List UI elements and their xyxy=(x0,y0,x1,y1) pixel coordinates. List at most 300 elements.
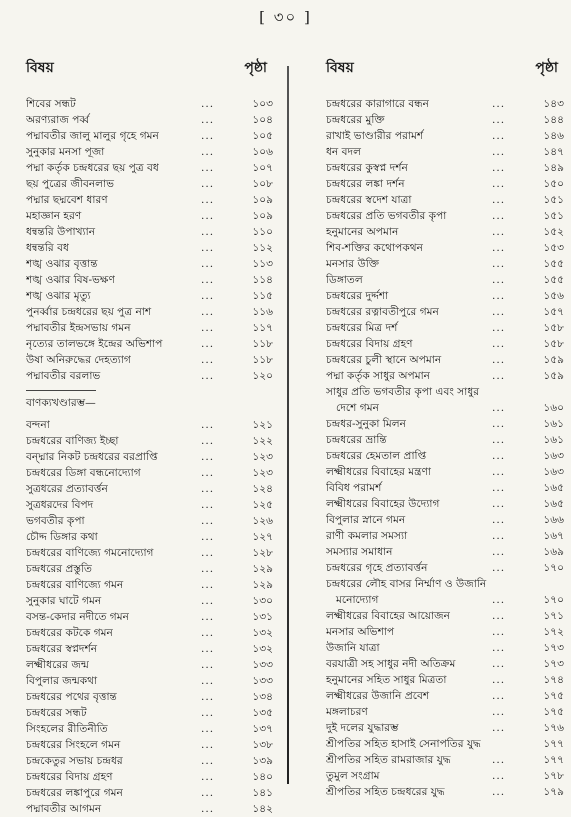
toc-entry-title: চন্দ্রধরের বিদায় গ্রহণ xyxy=(26,771,113,783)
toc-entry xyxy=(26,336,273,352)
subject-heading: বিষয় xyxy=(26,60,54,76)
right-column-header xyxy=(326,58,564,80)
toc-entry-leader: ... xyxy=(492,514,506,526)
toc-entry-leader: ... xyxy=(492,450,506,462)
toc-entry-title: উজানি যাত্রা xyxy=(326,642,380,654)
toc-entry-leader: ... xyxy=(492,626,506,638)
toc-entry xyxy=(326,560,564,576)
toc-entry-page: ১৭৩ xyxy=(543,658,564,670)
toc-entry xyxy=(26,144,273,160)
toc-entry-title: ধন্বন্তরি বধ xyxy=(26,242,69,254)
toc-entry-leader: ... xyxy=(492,434,506,446)
toc-entry xyxy=(326,400,564,416)
toc-entry xyxy=(326,448,564,464)
toc-entry xyxy=(326,304,564,320)
toc-entry-title: বন্দ্মার নিকট চন্দ্রধরের বরপ্রাপ্তি xyxy=(26,451,158,463)
toc-entry xyxy=(326,320,564,336)
toc-entry-title: বরযাত্রী সহ সাধুর নদী অতিক্রম xyxy=(326,658,456,670)
toc-entry-page: ১০৪ xyxy=(252,114,273,126)
toc-entry xyxy=(326,112,564,128)
toc-entry-title: বিবিধ পরামর্শ xyxy=(326,482,382,494)
toc-entry-leader: ... xyxy=(201,691,215,703)
toc-entry-page: ১৩৭ xyxy=(252,723,273,735)
toc-entry xyxy=(326,688,564,704)
toc-entry xyxy=(26,304,273,320)
toc-entry xyxy=(326,768,564,784)
toc-entry xyxy=(326,432,564,448)
toc-entry xyxy=(26,657,273,673)
toc-entry-page: ১৬১ xyxy=(543,434,564,446)
toc-entry-page: ১০৯ xyxy=(252,194,273,206)
toc-entry-title: চন্দ্রধরের কটকে গমন xyxy=(26,627,113,639)
toc-entry-title: মনোদ্যোগ xyxy=(336,594,379,606)
toc-entry-page: ১২১ xyxy=(252,419,273,431)
toc-entry xyxy=(326,224,564,240)
toc-entry-title: শিবের সন্ধট xyxy=(26,98,76,110)
toc-entry xyxy=(326,480,564,496)
toc-entry-title: চন্দ্রকেতুর সভায় চন্দ্রধর xyxy=(26,755,123,767)
toc-entry xyxy=(26,705,273,721)
toc-entry-leader: ... xyxy=(201,242,215,254)
toc-entry-leader: ... xyxy=(492,258,506,270)
toc-entry-leader: ... xyxy=(201,563,215,575)
toc-entry-page: ১৩০ xyxy=(252,595,273,607)
toc-entry-title: সুনুকার ঘাটে গমন xyxy=(26,595,102,607)
toc-entry-page: ১৪৬ xyxy=(543,130,564,142)
page-heading: পৃষ্ঠা xyxy=(244,60,267,76)
toc-entry-leader: ... xyxy=(492,242,506,254)
toc-entry-page: ১১৭ xyxy=(252,322,273,334)
toc-entry-leader: ... xyxy=(201,435,215,447)
toc-entry-leader: ... xyxy=(492,498,506,510)
toc-entry-title: চন্দ্রধরের বাণিজ্যে গমন xyxy=(26,579,124,591)
toc-entry-leader: ... xyxy=(201,723,215,735)
toc-entry-page: ১০৭ xyxy=(252,162,273,174)
toc-entry-title: বন্দনা xyxy=(26,419,50,431)
toc-entry-page: ১১৩ xyxy=(252,258,273,270)
toc-entry-leader: ... xyxy=(201,803,215,815)
toc-entry-leader: ... xyxy=(201,739,215,751)
toc-entry-title: লক্ষ্মীধরের জন্ম xyxy=(26,659,89,671)
toc-entry-page: ১৩৮ xyxy=(252,739,273,751)
toc-entry-page: ১৭৩ xyxy=(543,642,564,654)
toc-entry xyxy=(26,160,273,176)
toc-entry xyxy=(326,288,564,304)
toc-entry-leader: ... xyxy=(201,595,215,607)
toc-entry xyxy=(26,545,273,561)
toc-entry xyxy=(326,240,564,256)
left-column xyxy=(26,58,273,817)
toc-entry-title: পুনর্ব্বার চন্দ্রধরের ছয় পুত্র নাশ xyxy=(26,306,152,318)
toc-entry xyxy=(26,465,273,481)
toc-entry-leader: ... xyxy=(492,274,506,286)
toc-entry-page: ১১৫ xyxy=(252,290,273,302)
toc-entry-title: মঙ্গলাচরণ xyxy=(326,706,368,718)
toc-entry xyxy=(26,689,273,705)
toc-entry xyxy=(26,176,273,192)
toc-entry-page: ১৬৬ xyxy=(543,514,564,526)
toc-entry-leader: ... xyxy=(492,418,506,430)
toc-entry-page: ১৬৫ xyxy=(543,498,564,510)
toc-entry-title: চন্দ্রধরের ভ্রান্তি xyxy=(326,434,387,446)
toc-entry-leader: ... xyxy=(492,466,506,478)
toc-entry-leader: ... xyxy=(201,258,215,270)
toc-entry xyxy=(326,592,564,608)
toc-entry-title: পদ্মাবতীর আগমন xyxy=(26,803,102,815)
toc-entry xyxy=(26,721,273,737)
toc-entry-page: ১২৯ xyxy=(252,563,273,575)
toc-entry-leader: ... xyxy=(492,610,506,622)
toc-entry xyxy=(326,336,564,352)
toc-list xyxy=(326,96,564,800)
toc-entry-page: ১৫০ xyxy=(543,178,564,190)
toc-entry-page: ১৩৫ xyxy=(252,707,273,719)
toc-entry-page: ১২৬ xyxy=(252,515,273,527)
toc-entry-page: ১৭৬ xyxy=(543,722,564,734)
toc-entry-leader: ... xyxy=(492,354,506,366)
toc-entry-leader: ... xyxy=(201,659,215,671)
toc-entry xyxy=(326,256,564,272)
toc-entry-page: ১২৩ xyxy=(252,451,273,463)
toc-entry-leader: ... xyxy=(492,162,506,174)
toc-entry-page: ১৫৯ xyxy=(543,354,564,366)
toc-entry xyxy=(326,624,564,640)
toc-entry xyxy=(326,208,564,224)
toc-entry-page: ১৫৮ xyxy=(543,322,564,334)
toc-entry-leader: ... xyxy=(492,370,506,382)
toc-entry-leader: ... xyxy=(492,322,506,334)
toc-entry-title: মনসার উক্তি xyxy=(326,258,380,270)
toc-entry xyxy=(26,128,273,144)
toc-entry-title: চন্দ্রধরের হেমতাল প্রাপ্তি xyxy=(326,450,427,462)
toc-entry-title: শঙ্খ ওঝার বিষ-ভক্ষণ xyxy=(26,274,115,286)
toc-entry-page: ১৭৫ xyxy=(543,690,564,702)
toc-entry xyxy=(326,656,564,672)
toc-entry-page: ১০৮ xyxy=(252,178,273,190)
toc-entry-leader: ... xyxy=(492,546,506,558)
toc-entry-title: চন্দ্রধরের বাণিজ্যে গমনোদ্যোগ xyxy=(26,547,154,559)
toc-entry-leader: ... xyxy=(201,467,215,479)
toc-entry-page: ১৪৪ xyxy=(543,114,564,126)
toc-entry-page: ১৫৫ xyxy=(543,258,564,270)
toc-entry xyxy=(26,288,273,304)
toc-entry-page: ১২০ xyxy=(252,370,273,382)
toc-entry-title: মহাজ্ঞান হরণ xyxy=(26,210,82,222)
toc-entry xyxy=(26,224,273,240)
toc-entry xyxy=(26,593,273,609)
toc-entry xyxy=(326,752,564,768)
toc-entry-title: অরণ্যরাজ পর্ব্ব xyxy=(26,114,90,126)
toc-entry-title: পদ্মা কর্তৃক চন্দ্রধরের ছয় পুত্র বধ xyxy=(26,162,159,174)
toc-entry-leader: ... xyxy=(201,611,215,623)
toc-entry-title: চন্দ্রধরের সন্ধট xyxy=(26,707,87,719)
toc-entry-title: হনুমানের অপমান xyxy=(326,226,399,238)
toc-entry xyxy=(326,608,564,624)
left-column-header xyxy=(26,58,273,80)
toc-entry-title: সাধুর প্রতি ভগবতীর কৃপা এবং সাধুর xyxy=(326,386,480,398)
toc-entry-page: ১৬৫ xyxy=(543,482,564,494)
toc-entry xyxy=(26,272,273,288)
toc-entry-page: ১৪১ xyxy=(252,787,273,799)
toc-entry-title: বিপুলার জন্মকথা xyxy=(26,675,98,687)
toc-entry-leader: ... xyxy=(492,482,506,494)
toc-entry-leader: ... xyxy=(492,706,506,718)
toc-entry-page: ১০৬ xyxy=(252,146,273,158)
toc-entry-leader: ... xyxy=(492,594,506,606)
toc-entry xyxy=(326,704,564,720)
toc-entry-page: ১১৬ xyxy=(252,306,273,318)
toc-entry xyxy=(326,416,564,432)
toc-entry-leader: ... xyxy=(201,370,215,382)
toc-entry-title: শ্রীপতির সহিত চন্দ্রধরের যুদ্ধ xyxy=(326,786,445,798)
toc-entry-title: চন্দ্রধরের পথের বৃত্তান্ত xyxy=(26,691,117,703)
column-divider xyxy=(287,66,289,784)
toc-entry-page: ১৬০ xyxy=(543,402,564,414)
toc-entry-title: চন্দ্রধরের কারাগারে বন্ধন xyxy=(326,98,429,110)
toc-entry xyxy=(326,576,564,592)
toc-entry-leader: ... xyxy=(201,755,215,767)
toc-entry-title: ডিঙ্গাতল xyxy=(326,274,363,286)
toc-entry-title: চন্দ্রধর-সুনুকা মিলন xyxy=(326,418,406,430)
toc-entry-leader: ... xyxy=(201,354,215,366)
toc-entry-page: ১৪০ xyxy=(252,771,273,783)
toc-entry-title: নৃত্যের তালভঙ্গে ইন্দ্রের অভিশাপ xyxy=(26,338,163,350)
toc-entry-page: ১৩৩ xyxy=(252,675,273,687)
toc-entry xyxy=(26,112,273,128)
toc-entry-page: ১৭৯ xyxy=(543,786,564,798)
toc-entry-page: ১০৯ xyxy=(252,210,273,222)
toc-entry xyxy=(326,272,564,288)
toc-entry-page: ১৩২ xyxy=(252,627,273,639)
toc-entry-title: চন্দ্রধরের স্বদেশ যাত্রা xyxy=(326,194,412,206)
toc-entry-leader: ... xyxy=(492,178,506,190)
toc-entry xyxy=(26,737,273,753)
toc-entry-page: ১২৫ xyxy=(252,499,273,511)
toc-entry-leader: ... xyxy=(201,707,215,719)
page-number: [ ৩০ ] xyxy=(259,8,312,26)
toc-entry-leader: ... xyxy=(492,306,506,318)
toc-entry-title: ধন্বন্তরি উপাখ্যান xyxy=(26,226,96,238)
toc-entry-title: চন্দ্রধরের কুস্বপ্ন দর্শন xyxy=(326,162,408,174)
toc-entry xyxy=(326,192,564,208)
toc-entry xyxy=(26,769,273,785)
toc-entry-title: দেশে গমন xyxy=(336,402,379,414)
toc-entry xyxy=(26,497,273,513)
toc-entry-page: ১০৩ xyxy=(252,98,273,110)
toc-entry-page: ১৭০ xyxy=(543,594,564,606)
toc-entry-title: শ্রীপতির সহিত হাসাই সেনাপতির যুদ্ধ xyxy=(326,738,481,750)
toc-entry-leader: ... xyxy=(492,530,506,542)
toc-entry-page: ১৭৭ xyxy=(543,738,564,750)
toc-entry-title: শ্রীপতির সহিত রামরাজার যুদ্ধ xyxy=(326,754,451,766)
toc-entry-leader: ... xyxy=(201,274,215,286)
toc-entry xyxy=(326,176,564,192)
toc-entry-page: ১২৯ xyxy=(252,579,273,591)
toc-entry-title: সুনুকার মনসা পূজা xyxy=(26,146,105,158)
toc-entry-page: ১৭৭ xyxy=(543,754,564,766)
toc-list xyxy=(26,417,273,817)
toc-entry-page: ১৫১ xyxy=(543,194,564,206)
toc-entry-page: ১০৫ xyxy=(252,130,273,142)
toc-entry-leader: ... xyxy=(492,194,506,206)
toc-entry-leader: ... xyxy=(492,674,506,686)
toc-entry xyxy=(26,753,273,769)
toc-entry-leader: ... xyxy=(201,306,215,318)
toc-entry-leader: ... xyxy=(492,770,506,782)
toc-entry-leader: ... xyxy=(201,515,215,527)
toc-entry-leader: ... xyxy=(201,483,215,495)
toc-entry xyxy=(326,512,564,528)
toc-entry-page: ১৫১ xyxy=(543,210,564,222)
toc-entry-leader: ... xyxy=(492,690,506,702)
toc-entry xyxy=(326,720,564,736)
toc-entry-title: লক্ষ্মীধরের বিবাহের উদ্যোগ xyxy=(326,498,440,510)
toc-entry-title: চন্দ্রধরের মুক্তি xyxy=(326,114,385,126)
toc-entry-leader: ... xyxy=(201,338,215,350)
toc-entry xyxy=(326,128,564,144)
toc-entry-page: ১৫৮ xyxy=(543,338,564,350)
section-label: বাণক্যখণ্ডারম্ভ— xyxy=(26,390,96,411)
toc-entry-title: সুত্রধরের প্রত্যাবর্ত্তন xyxy=(26,483,108,495)
toc-entry-page: ১৭২ xyxy=(543,626,564,638)
toc-entry-title: ধন বদল xyxy=(326,146,361,158)
toc-entry-page: ১২৭ xyxy=(252,531,273,543)
toc-entry-leader: ... xyxy=(201,531,215,543)
toc-entry-page: ১৫৩ xyxy=(543,242,564,254)
toc-entry-leader: ... xyxy=(492,114,506,126)
toc-entry-page: ১২২ xyxy=(252,435,273,447)
toc-entry-leader: ... xyxy=(492,786,506,798)
toc-entry-leader: ... xyxy=(201,787,215,799)
toc-entry-title: বসন্ত-কেদার নদীতে গমন xyxy=(26,611,129,623)
toc-entry xyxy=(26,513,273,529)
toc-entry-page: ১৭৪ xyxy=(543,674,564,686)
toc-entry-leader: ... xyxy=(201,579,215,591)
toc-entry-page: ১৩১ xyxy=(252,611,273,623)
toc-entry-leader: ... xyxy=(492,210,506,222)
toc-entry-page: ১৬১ xyxy=(543,418,564,430)
toc-entry-page: ১৫৬ xyxy=(543,290,564,302)
toc-entry xyxy=(326,464,564,480)
toc-entry xyxy=(326,96,564,112)
toc-entry xyxy=(26,673,273,689)
toc-entry-leader: ... xyxy=(201,627,215,639)
toc-entry-leader: ... xyxy=(492,642,506,654)
toc-entry xyxy=(326,736,564,752)
toc-entry-title: রাণী কমলার সমস্যা xyxy=(326,530,408,542)
toc-entry-page: ১৬৩ xyxy=(543,450,564,462)
toc-entry xyxy=(26,561,273,577)
toc-entry-leader: ... xyxy=(201,194,215,206)
toc-entry-leader: ... xyxy=(492,402,506,414)
toc-entry xyxy=(26,625,273,641)
toc-entry xyxy=(26,481,273,497)
toc-entry-leader: ... xyxy=(201,162,215,174)
toc-entry-leader: ... xyxy=(201,178,215,190)
toc-entry-page: ১৩৩ xyxy=(252,659,273,671)
toc-entry-title: চন্দ্রধরের প্রস্তুতি xyxy=(26,563,93,575)
toc-entry-title: চন্দ্রধরের প্রতি ভগবতীর কৃপা xyxy=(326,210,447,222)
toc-entry xyxy=(326,784,564,800)
toc-entry-title: লক্ষ্মীধরের উজানি প্রবেশ xyxy=(326,690,430,702)
toc-entry xyxy=(26,433,273,449)
toc-entry-leader: ... xyxy=(201,290,215,302)
toc-entry-leader: ... xyxy=(492,722,506,734)
toc-entry-page: ১৬৯ xyxy=(543,546,564,558)
toc-entry xyxy=(26,449,273,465)
toc-entry-title: শঙ্খ ওঝার মৃত্যু xyxy=(26,290,91,302)
toc-entry-title: রাখাই ভাণ্ডারীর পরামর্শ xyxy=(326,130,424,142)
toc-entry-leader: ... xyxy=(492,98,506,110)
toc-entry xyxy=(26,208,273,224)
toc-entry-leader: ... xyxy=(492,754,506,766)
toc-entry-title: পদ্মাবতীর বরলাভ xyxy=(26,370,101,382)
toc-entry-page: ১১০ xyxy=(252,226,273,238)
toc-entry-leader: ... xyxy=(201,499,215,511)
toc-entry-title: পদ্মার ছদ্মবেশ ধারণ xyxy=(26,194,108,206)
toc-entry xyxy=(326,496,564,512)
toc-entry-leader: ... xyxy=(201,675,215,687)
toc-entry-page: ১৩৪ xyxy=(252,691,273,703)
toc-entry-title: হনুমানের সহিত সাধুর মিত্রতা xyxy=(326,674,447,686)
toc-entry-title: লক্ষ্মীধরের বিবাহের মন্ত্রণা xyxy=(326,466,431,478)
toc-entry-title: চন্দ্রধরের ডিঙ্গা বন্ধনোদ্যোগ xyxy=(26,467,141,479)
toc-entry-leader: ... xyxy=(201,451,215,463)
toc-entry-page: ১৪৯ xyxy=(543,162,564,174)
page-heading: পৃষ্ঠা xyxy=(535,60,558,76)
subject-heading: বিষয় xyxy=(326,60,354,76)
toc-entry-title: ভগবতীর কৃপা xyxy=(26,515,85,527)
toc-entry-title: শিব-শক্তির কথোপকথন xyxy=(326,242,423,254)
toc-entry xyxy=(326,368,564,384)
toc-entry xyxy=(26,801,273,817)
toc-entry-title: চন্দ্রধরের বাণিজ্য ইচ্ছা xyxy=(26,435,119,447)
toc-entry-page: ১১৮ xyxy=(252,354,273,366)
toc-entry xyxy=(26,240,273,256)
right-column xyxy=(326,58,564,800)
toc-entry-title: চন্দ্রধরের বিদায় গ্রহণ xyxy=(326,338,413,350)
toc-entry xyxy=(326,160,564,176)
toc-entry xyxy=(26,320,273,336)
toc-entry xyxy=(26,417,273,433)
toc-entry xyxy=(26,785,273,801)
toc-entry-page: ১৫৫ xyxy=(543,274,564,286)
toc-entry-title: দুই দলের যুদ্ধারম্ভ xyxy=(326,722,399,734)
toc-entry-leader: ... xyxy=(492,658,506,670)
toc-entry-page: ১৭৮ xyxy=(543,770,564,782)
toc-entry-page: ১৬৩ xyxy=(543,466,564,478)
toc-entry-leader: ... xyxy=(201,210,215,222)
toc-entry-page: ১৭১ xyxy=(543,610,564,622)
toc-entry xyxy=(326,528,564,544)
toc-entry-page: ১৪৩ xyxy=(543,98,564,110)
toc-entry-title: চন্দ্রধরের লঙ্কা দর্শন xyxy=(326,178,405,190)
toc-entry-page: ১২৩ xyxy=(252,467,273,479)
toc-entry xyxy=(326,384,564,400)
toc-entry-page: ১১২ xyxy=(252,242,273,254)
toc-entry-title: সুত্রধরদের বিপদ xyxy=(26,499,94,511)
toc-entry-leader: ... xyxy=(201,98,215,110)
toc-entry-leader: ... xyxy=(201,114,215,126)
toc-entry-page: ১৩২ xyxy=(252,643,273,655)
toc-entry-title: চন্দ্রধরের চুলী স্থানে অপমান xyxy=(326,354,442,366)
toc-entry xyxy=(26,577,273,593)
toc-entry xyxy=(326,544,564,560)
toc-entry-title: ছয় পুত্রের জীবনলাভ xyxy=(26,178,115,190)
toc-entry-title: চন্দ্রধরের লৌহ বাসর নির্ম্মাণ ও উজানি xyxy=(326,578,487,590)
toc-entry xyxy=(326,672,564,688)
toc-entry-title: চন্দ্রধরের লঙ্কাপুরে গমন xyxy=(26,787,123,799)
